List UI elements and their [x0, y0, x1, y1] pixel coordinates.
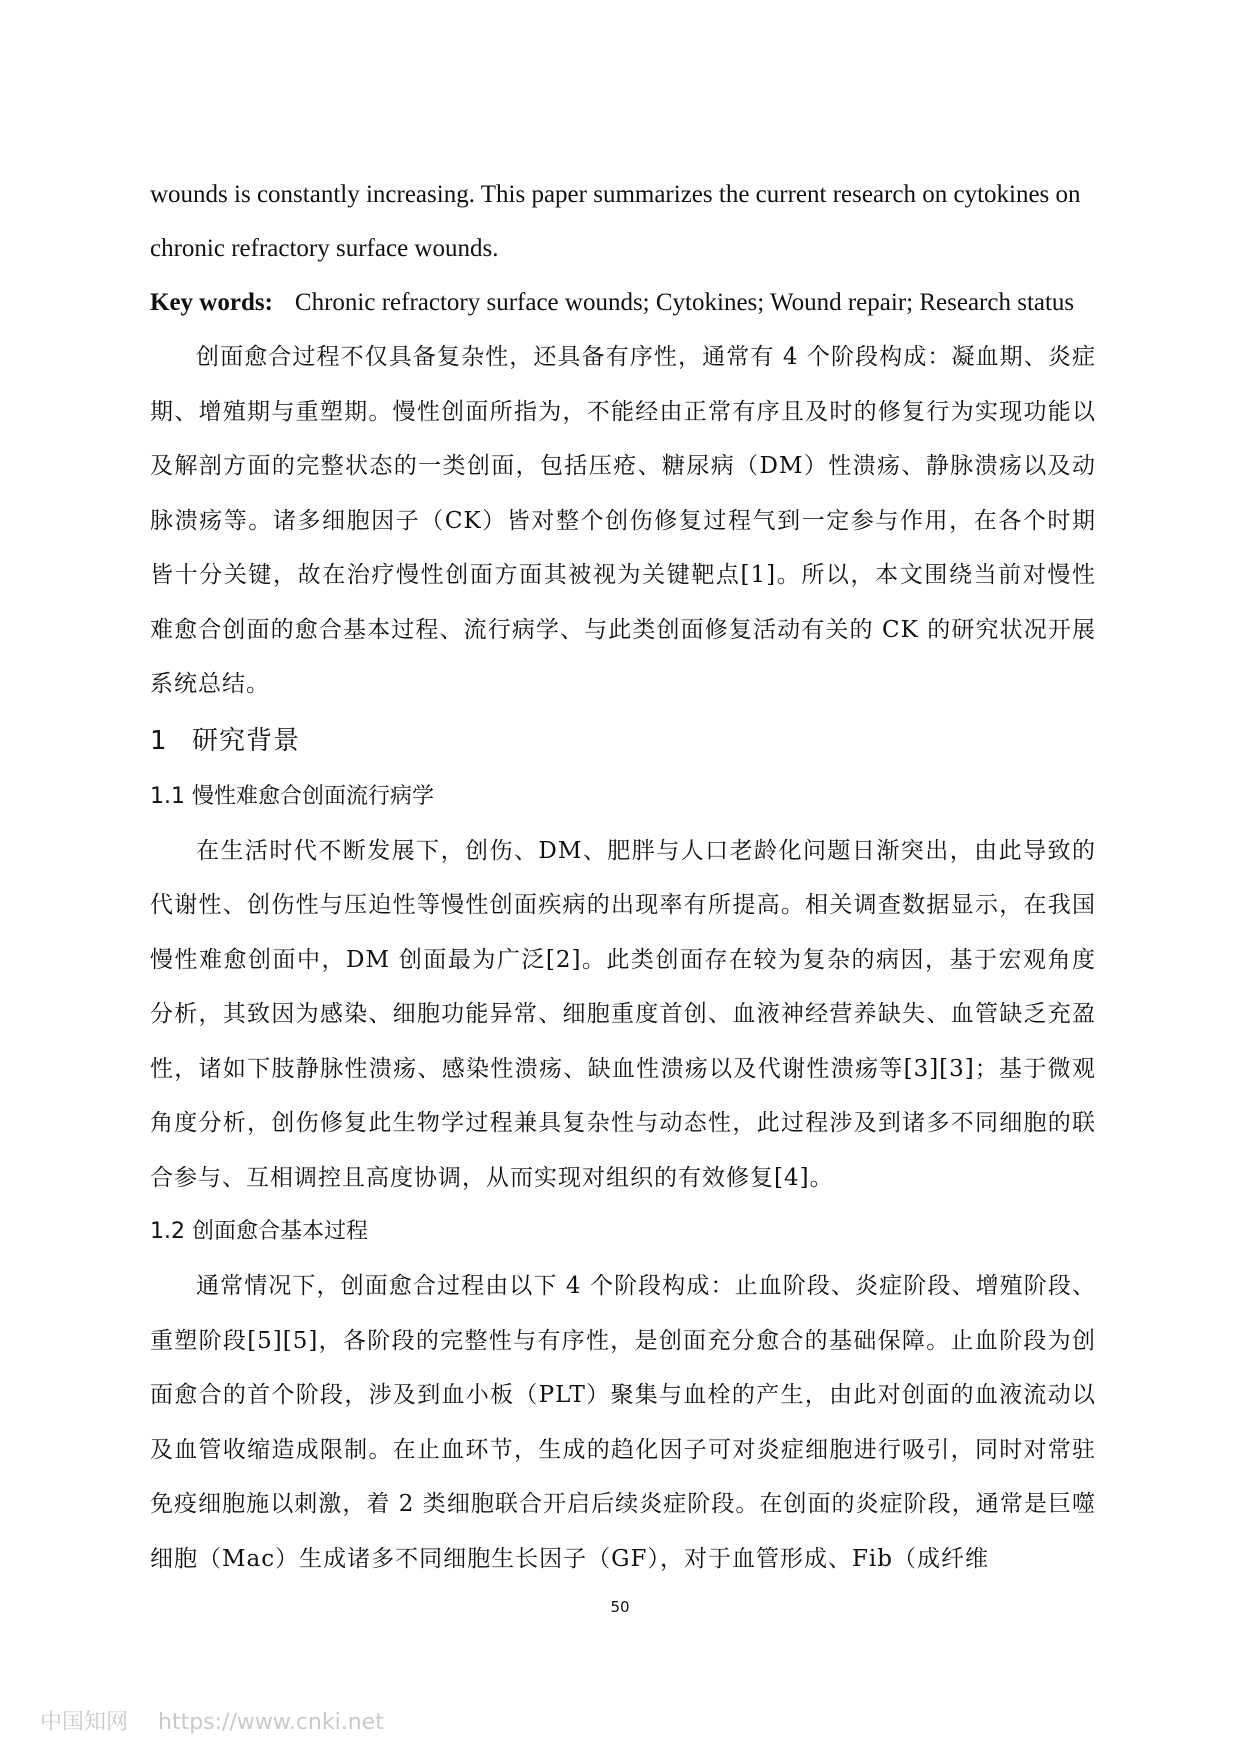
watermark-url: https://www.cnki.net [158, 1710, 384, 1735]
page-body [150, 168, 1096, 1586]
page-number: 50 [610, 1598, 630, 1616]
subsection-heading: 1.1 慢性难愈合创面流行病学 [150, 783, 434, 809]
subsection-heading: 1.2 创面愈合基本过程 [150, 1219, 368, 1244]
section-heading [150, 712, 1096, 770]
keywords-label: Key words: [150, 289, 273, 316]
abstract-line: chronic refractory surface wounds. [150, 235, 499, 262]
watermark-brand: 中国知网 [40, 1710, 129, 1735]
epidemiology-paragraph: 在生活时代不断发展下，创伤、DM、肥胖与人口老龄化问题日渐突出，由此导致的代谢性、创伤性与压迫性等慢性创面疾病的出现率有所提高。相关调查数据显示，在我国慢性难愈创面中，DM 创面最为广泛[2]。此类创面存在较为复杂的病因，基于宏观角度分析，其致因为感染、细胞功能异常、细胞重度首创、血液神经营养缺失、血管缺乏充盈性，诸如下肢静脉性溃疡、感染性溃疡、缺血性溃疡以及代谢性溃疡等[3][3]；基于微观角度分析，创伤修复此生物学过程兼具复杂性与动态性，此过程涉及到诸多不同细胞的联合参与、互相调控且高度协调，从而实现对组织的有效修复[4]。 [150, 837, 1096, 1191]
keywords-line [150, 276, 1096, 330]
intro-paragraph: 创面愈合过程不仅具备复杂性，还具备有序性，通常有 4 个阶段构成：凝血期、炎症期、增殖期与重塑期。慢性创面所指为，不能经由正常有序且及时的修复行为实现功能以及解剖方面的完整状态的一类创面，包括压疮、糖尿病（DM）性溃疡、静脉溃疡以及动脉溃疡等。诸多细胞因子（CK）皆对整个创伤修复过程气到一定参与作用，在各个时期皆十分关键，故在治疗慢性创面方面其被视为关键靶点[1]。所以，本文围绕当前对慢性难愈合创面的愈合基本过程、流行病学、与此类创面修复活动有关的 CK 的研究状况开展系统总结。 [150, 344, 1096, 697]
section-number: 1 [150, 725, 168, 756]
cnki-watermark [40, 1705, 384, 1736]
keywords-text: Chronic refractory surface wounds; Cytokines; Wound repair; Research status [294, 289, 1075, 316]
abstract-line: wounds is constantly increasing. This paper summarizes the current research on cytokines on [150, 181, 1081, 208]
section-title: 研究背景 [192, 725, 301, 756]
healing-process-paragraph: 通常情况下，创面愈合过程由以下 4 个阶段构成：止血阶段、炎症阶段、增殖阶段、重塑阶段[5][5]，各阶段的完整性与有序性，是创面充分愈合的基础保障。止血阶段为创面愈合的首个阶段，涉及到血小板（PLT）聚集与血栓的产生，由此对创面的血液流动以及血管收缩造成限制。在止血环节，生成的趋化因子可对炎症细胞进行吸引，同时对常驻免疫细胞施以刺激，着 2 类细胞联合开启后续炎症阶段。在创面的炎症阶段，通常是巨噬细胞（Mac）生成诸多不同细胞生长因子（GF），对于血管形成、Fib（成纤维 [150, 1273, 1096, 1572]
